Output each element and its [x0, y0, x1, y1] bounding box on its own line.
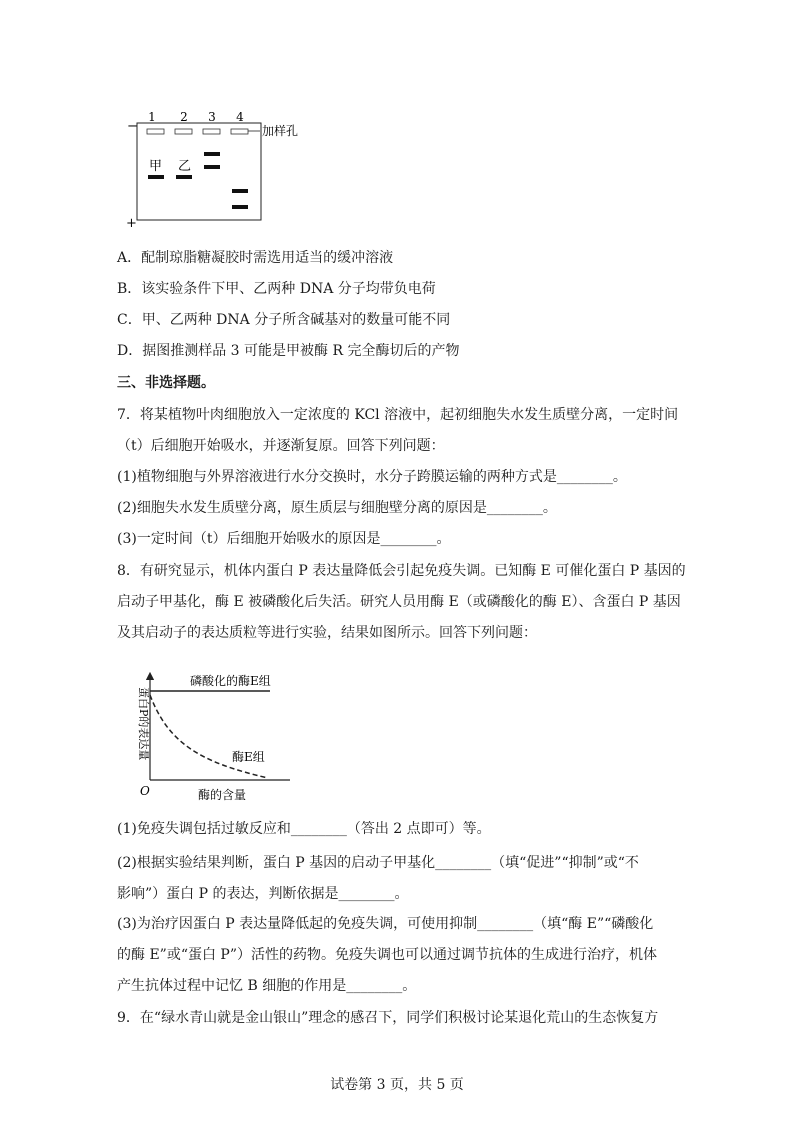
q7-stem-line1: 7．将某植物叶肉细胞放入一定浓度的 KCl 溶液中，起初细胞失水发生质壁分离，一定时间: [117, 407, 679, 423]
band-lane4-a: [232, 189, 248, 193]
minus-electrode: −: [127, 119, 138, 134]
q8-sub2-line1: (2)根据实验结果判断，蛋白 P 基因的启动子甲基化________（填“促进”“抑制”或“不: [117, 855, 639, 871]
label-phosphorylated-group: 磷酸化的酶E组: [190, 674, 271, 688]
q7-sub2: (2)细胞失水发生质壁分离，原生质层与细胞壁分离的原因是________。: [117, 500, 557, 516]
graph-origin: O: [140, 784, 150, 798]
gel-electrophoresis-figure: [125, 110, 315, 230]
graph-ylabel: 蛋白P的表达量: [137, 687, 150, 761]
band-lane4-b: [232, 205, 248, 209]
q7-stem-line2: （t）后细胞开始吸水，并逐渐复原。回答下列问题：: [117, 438, 445, 454]
band-lane1: [148, 175, 164, 179]
well-2: [175, 129, 192, 134]
label-enzyme-group: 酶E组: [232, 750, 265, 764]
q8-sub3-line2: 的酶 E”或“蛋白 P”）活性的药物。免疫失调也可以通过调节抗体的生成进行治疗，机体: [117, 947, 658, 963]
lane-number-3: 3: [208, 110, 216, 124]
q6-option-a: A．配制琼脂糖凝胶时需选用适当的缓冲溶液: [117, 250, 394, 266]
q8-sub3-line1: (3)为治疗因蛋白 P 表达量降低起的免疫失调，可使用抑制________（填“酶 E”“磷酸化: [117, 916, 654, 932]
q6-option-c: C．甲、乙两种 DNA 分子所含碱基对的数量可能不同: [117, 312, 451, 328]
band-lane3-b: [204, 165, 220, 169]
band-label-yi: 乙: [178, 159, 192, 174]
graph-xlabel: 酶的含量: [198, 788, 247, 802]
band-label-jia: 甲: [149, 159, 163, 174]
q6-option-d: D．据图推测样品 3 可能是甲被酶 R 完全酶切后的产物: [117, 343, 460, 359]
q7-sub3: (3)一定时间（t）后细胞开始吸水的原因是________。: [117, 531, 451, 547]
lane-number-2: 2: [180, 110, 188, 124]
protein-expression-graph: [128, 662, 298, 807]
well-label: 加样孔: [262, 124, 299, 138]
well-4: [231, 129, 248, 134]
well-1: [147, 129, 164, 134]
well-3: [203, 129, 220, 134]
lane-number-1: 1: [148, 110, 156, 124]
q8-sub3-line3: 产生抗体过程中记忆 B 细胞的作用是________。: [117, 978, 417, 994]
q8-stem-line3: 及其启动子的表达质粒等进行实验，结果如图所示。回答下列问题：: [117, 625, 537, 641]
q7-sub1: (1)植物细胞与外界溶液进行水分交换时，水分子跨膜运输的两种方式是________。: [117, 469, 627, 485]
plus-electrode: +: [126, 216, 137, 230]
q8-sub1: (1)免疫失调包括过敏反应和________（答出 2 点即可）等。: [117, 821, 491, 837]
band-lane2: [176, 175, 192, 179]
q8-sub2-line2: 影响”）蛋白 P 的表达，判断依据是________。: [117, 886, 409, 902]
band-lane3-a: [204, 152, 220, 156]
q6-option-b: B．该实验条件下甲、乙两种 DNA 分子均带负电荷: [117, 281, 436, 297]
q9-stem-line1: 9．在“绿水青山就是金山银山”理念的感召下，同学们积极讨论某退化荒山的生态恢复方: [117, 1010, 659, 1026]
enzyme-e-curve: [150, 695, 268, 778]
lane-number-4: 4: [236, 110, 244, 124]
section-title: 三、非选择题。: [117, 375, 215, 391]
q8-stem-line2: 启动子甲基化，酶 E 被磷酸化后失活。研究人员用酶 E（或磷酸化的酶 E）、含蛋白 P 基因: [117, 594, 681, 610]
page-footer: 试卷第 3 页，共 5 页: [330, 1077, 464, 1093]
q8-stem-line1: 8．有研究显示，机体内蛋白 P 表达量降低会引起免疫失调。已知酶 E 可催化蛋白 P 基因的: [117, 563, 686, 579]
